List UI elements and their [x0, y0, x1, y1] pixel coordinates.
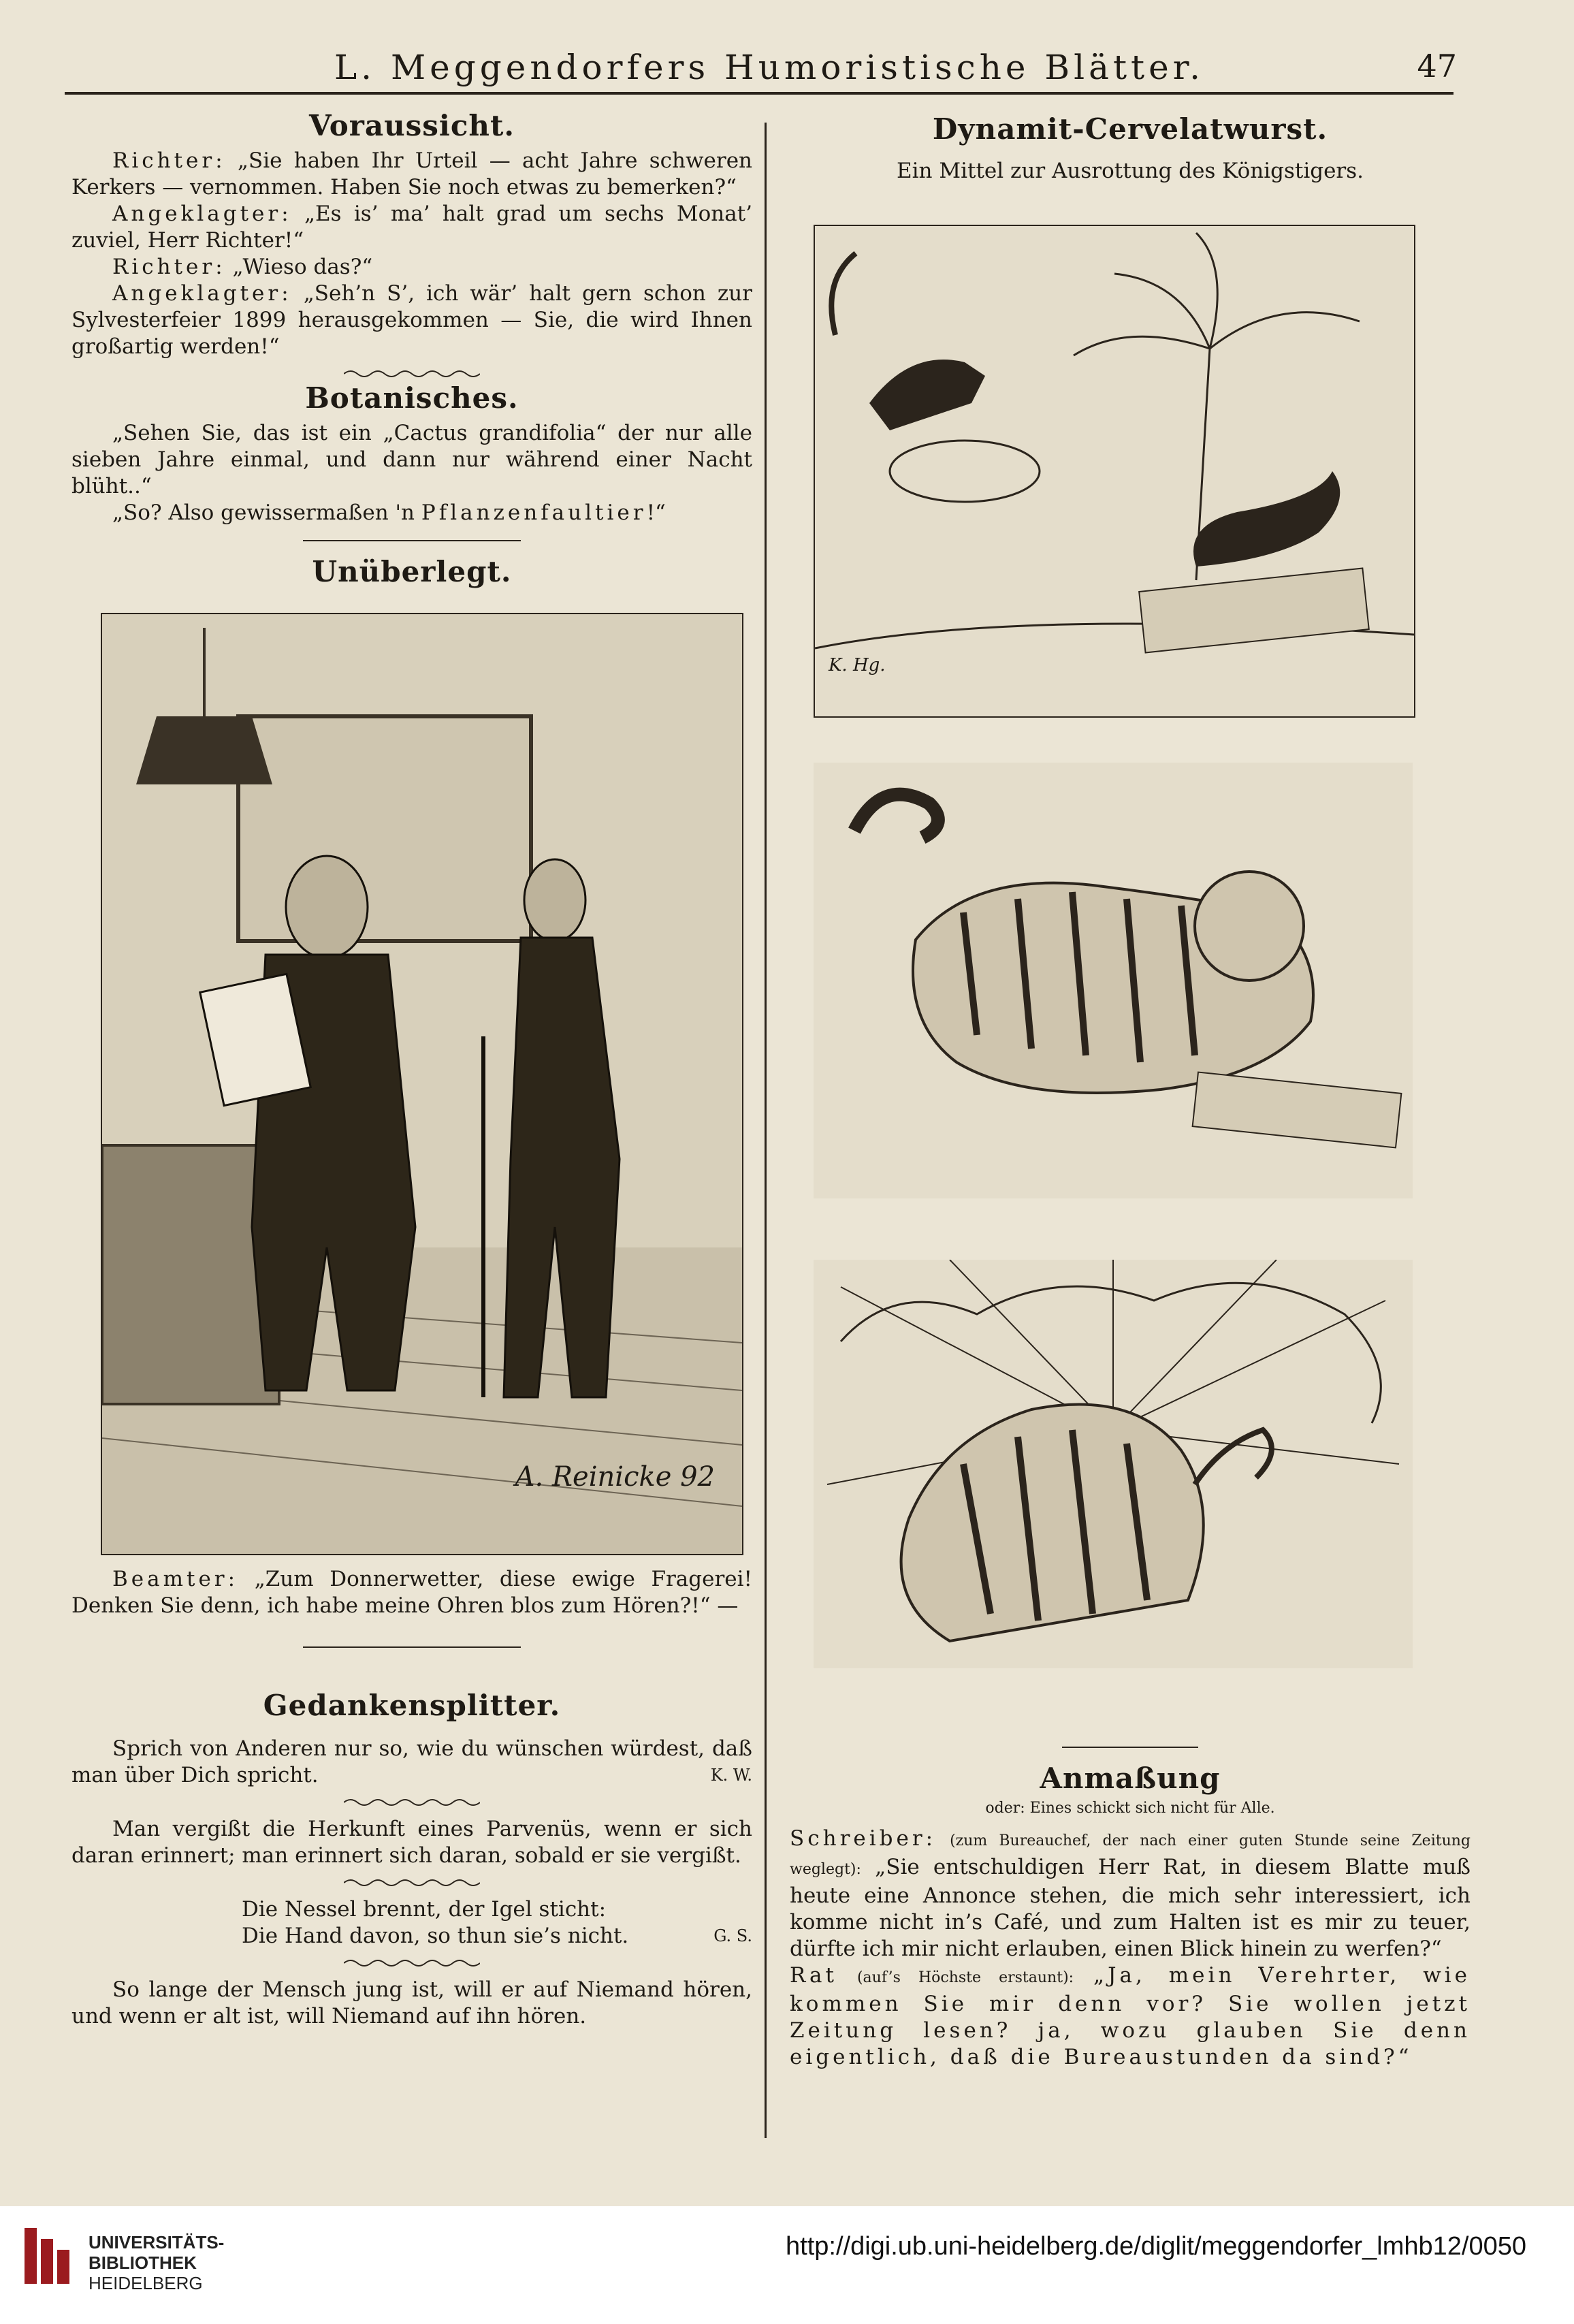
article-anmassung — [790, 1747, 1471, 2071]
dialogue-line: „So? Also gewissermaßen 'n Pflanzenfaultier!“ — [112, 500, 666, 525]
cartoon-panel-3 — [814, 1260, 1413, 1668]
article-subtitle: Ein Mittel zur Ausrottung des Königstigers. — [896, 159, 1364, 183]
column-rule — [765, 123, 767, 2138]
dialogue-line: Richter: „Wieso das?“ — [112, 255, 373, 279]
dialogue-line: Richter: „Sie haben Ihr Urteil — acht Jahre schweren Kerkers — vernommen. Haben Sie noch etwas zu bemerken?“ — [71, 148, 753, 200]
panel-signature: K. Hg. — [829, 655, 886, 675]
wave-divider — [344, 1959, 480, 1967]
dialogue-line: „Sehen Sie, das ist ein „Cactus grandifolia“ der nur alle sieben Jahre einmal, und dann nur während einer Nacht blüht..“ — [71, 421, 752, 498]
dialogue-line: Schreiber: (zum Bureauchef, der nach einer guten Stunde seine Zeitung weglegt): „Sie entschuldigen Herr Rat, in diesem Blatte muß heute eine Annonce stehen, die mich sehr interessiert, ich komme nicht in’s Café, und zum Halten ist es mir zu teuer, dürfte ich mir nicht erlauben, einen Blick hinein zu werfen?“ — [790, 1826, 1471, 1961]
article-dynamit — [790, 112, 1471, 185]
dialogue-line: Rat (auf’s Höchste erstaunt): „Ja, mein Verehrter, wie kommen Sie mir denn vor? Sie wollen jetzt Zeitung lesen? ja, wozu glauben Sie denn eigentlich, daß die Bureaustunden da sind?“ — [790, 1963, 1471, 2069]
wave-divider — [344, 370, 480, 378]
article-title: Dynamit-Cervelatwurst. — [932, 112, 1328, 146]
panel-drawing — [814, 1260, 1413, 1668]
university-library-logo-icon — [20, 2225, 75, 2287]
source-url-link[interactable]: http://digi.ub.uni-heidelberg.de/diglit/meggendorfer_lmhb12/0050 — [786, 2232, 1526, 2261]
panel-drawing — [815, 226, 1414, 716]
wave-divider — [344, 1798, 480, 1806]
cartoon-panel-2 — [814, 763, 1413, 1198]
article-title: Botanisches. — [305, 381, 519, 415]
aphorism: Man vergißt die Herkunft eines Parvenüs, wenn er sich daran erinnert; man erinnert sich daran, sobald er sie vergißt. — [71, 1817, 752, 1868]
page-number: 47 — [1417, 48, 1457, 84]
dialogue-line: Angeklagter: „Seh’n S’, ich wär’ halt gern schon zur Sylvesterfeier 1899 herausgekommen — Sie, die wird Ihnen großartig werden!“ — [71, 281, 753, 359]
cartoon-drawing — [102, 614, 742, 1554]
dialogue-line: Angeklagter: „Es is’ ma’ halt grad um sechs Monat’ zuviel, Herr Richter!“ — [71, 202, 753, 253]
article-subtitle: oder: Eines schickt sich nicht für Alle. — [985, 1800, 1275, 1817]
article-title: Voraussicht. — [308, 109, 515, 142]
wave-divider — [344, 1879, 480, 1887]
running-title: L. Meggendorfers Humoristische Blätter. — [334, 48, 1205, 87]
artist-signature: A. Reinicke 92 — [515, 1461, 715, 1493]
header-rule — [65, 92, 1453, 95]
cartoon-panel-1 — [814, 225, 1415, 718]
article-title: Unüberlegt. — [312, 555, 512, 588]
divider — [303, 1646, 521, 1648]
divider — [1062, 1747, 1198, 1748]
article-gedankensplitter — [71, 1689, 752, 2030]
cartoon-caption — [71, 1566, 752, 1661]
article-title: Anmaßung — [1040, 1762, 1221, 1795]
article-botanisches — [71, 381, 752, 588]
page-header — [82, 48, 1457, 89]
article-voraussicht — [71, 109, 752, 387]
article-title: Gedankensplitter. — [263, 1689, 561, 1722]
divider — [303, 540, 521, 541]
library-name: UNIVERSITÄTS- BIBLIOTHEK HEIDELBERG — [89, 2232, 225, 2293]
aphorism: So lange der Mensch jung ist, will er auf Niemand hören, und wenn er alt ist, will Niemand auf ihn hören. — [71, 1977, 752, 2028]
cartoon-unueberlegt — [101, 613, 743, 1555]
panel-drawing — [814, 763, 1413, 1198]
caption-text: Beamter: „Zum Donnerwetter, diese ewige Fragerei! Denken Sie denn, ich habe meine Ohren blos zum Hören?!“ — — [71, 1567, 753, 1618]
aphorism-verse: Die Nessel brennt, der Igel sticht: Die Hand davon, so thun sie’s nicht. G. S. — [242, 1897, 752, 1948]
aphorism: Sprich von Anderen nur so, wie du wünschen würdest, daß man über Dich spricht. K. W. — [71, 1736, 752, 1787]
digitization-footer — [0, 2206, 1574, 2324]
